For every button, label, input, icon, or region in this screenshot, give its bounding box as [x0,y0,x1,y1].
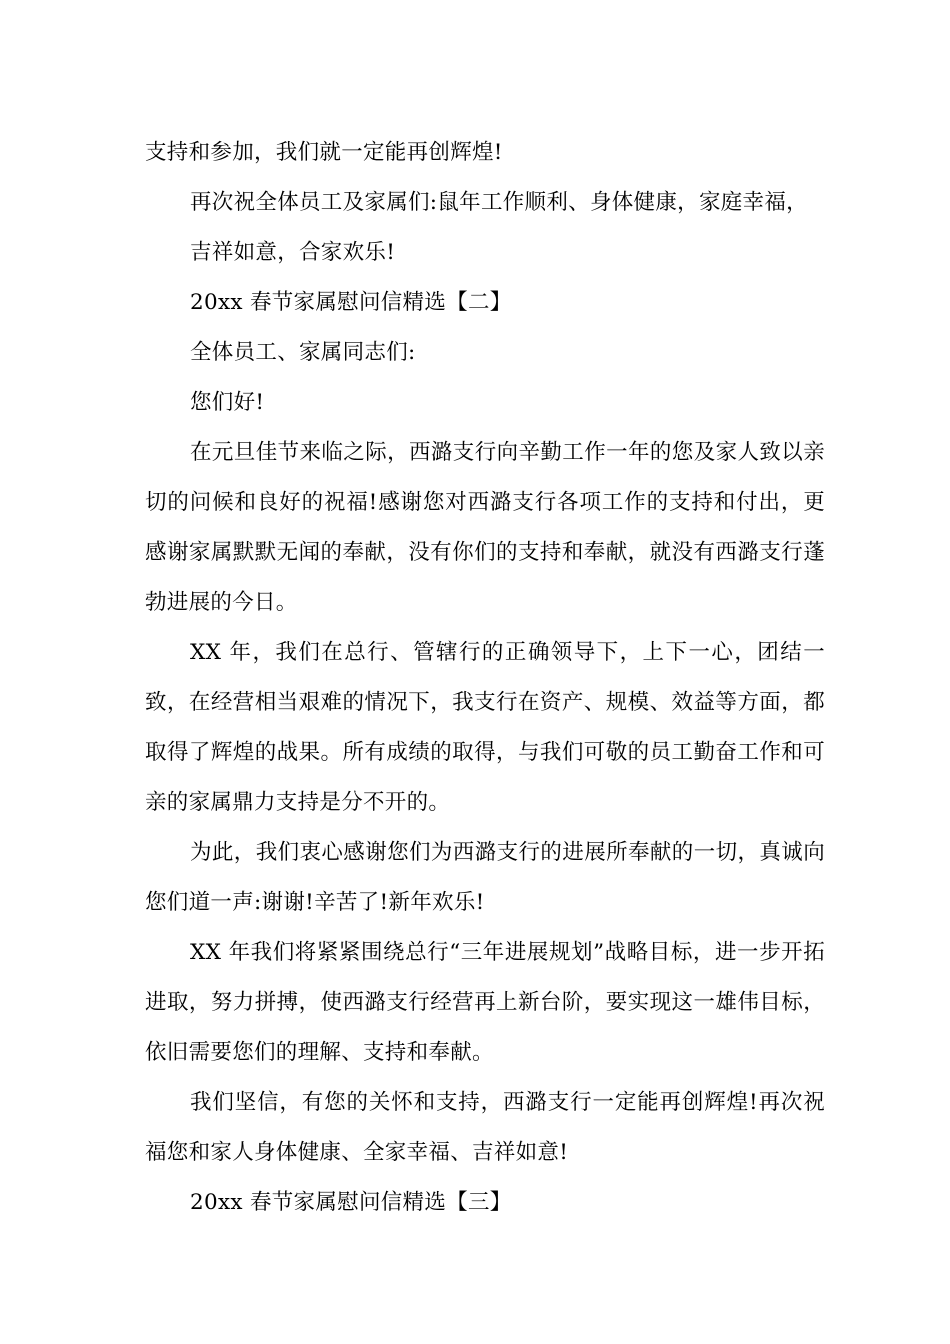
section-heading-three: 20xx 春节家属慰问信精选【三】 [190,1190,512,1215]
greeting: 您们好! [190,390,265,415]
document-body [145,128,825,1228]
paragraph-gratitude: 为此，我们衷心感谢您们为西潞支行的进展所奉献的一切，真诚向您们道一声:谢谢!辛苦了!新年欢乐! [145,840,825,915]
section-heading-two: 20xx 春节家属慰问信精选【二】 [190,290,512,315]
paragraph-wishes: 再次祝全体员工及家属们:鼠年工作顺利、身体健康，家庭幸福， [190,190,808,215]
paragraph-achievements: XX 年，我们在总行、管辖行的正确领导下，上下一心，团结一致，在经营相当艰难的情况下，我支行在资产、规模、效益等方面，都取得了辉煌的战果。所有成绩的取得，与我们可敬的员工勤奋工作和可亲的家属鼎力支持是分不开的。 [145,640,825,815]
paragraph-goals: XX 年我们将紧紧围绕总行“三年进展规划”战略目标，进一步开拓进取，努力拼搏，使西潞支行经营再上新台阶，要实现这一雄伟目标，依旧需要您们的理解、支持和奉献。 [145,940,825,1065]
paragraph-wishes-end: 吉祥如意，合家欢乐! [190,240,396,265]
paragraph-confidence: 我们坚信，有您的关怀和支持，西潞支行一定能再创辉煌!再次祝福您和家人身体健康、全家幸福、吉祥如意! [145,1090,825,1165]
salutation: 全体员工、家属同志们: [190,340,416,365]
paragraph-continuation: 支持和参加，我们就一定能再创辉煌! [145,140,503,165]
paragraph-thanks: 在元旦佳节来临之际，西潞支行向辛勤工作一年的您及家人致以亲切的问候和良好的祝福!感谢您对西潞支行各项工作的支持和付出，更感谢家属默默无闻的奉献，没有你们的支持和奉献，就没有西潞支行蓬勃进展的今日。 [145,440,825,615]
